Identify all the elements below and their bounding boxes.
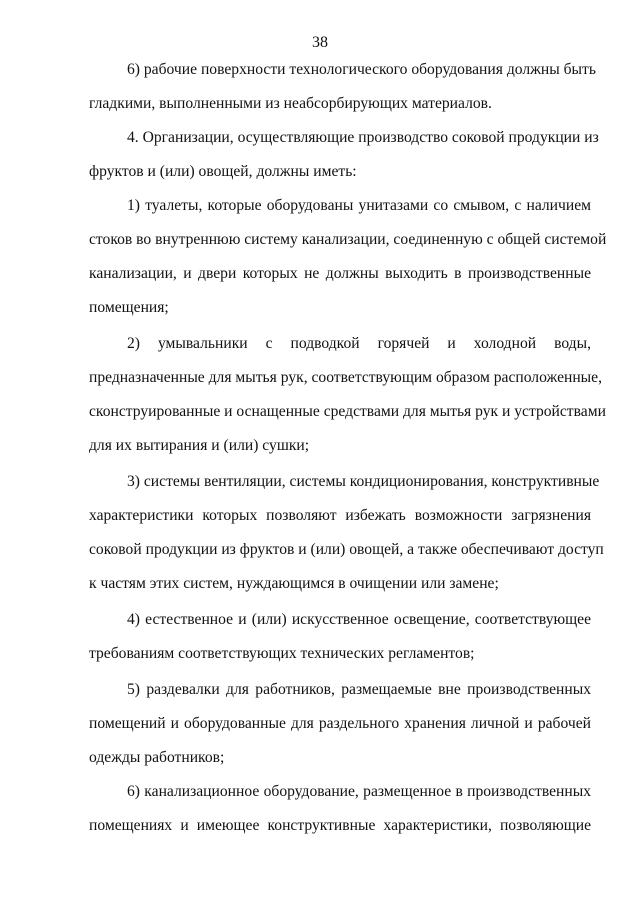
text-line: стоков во внутреннюю систему канализации, соединенную с общей системой bbox=[89, 231, 607, 248]
text-line: характеристики которых позволяют избежать возможности загрязнения bbox=[89, 507, 591, 524]
text-line: 6) канализационное оборудование, размещенное в производственных bbox=[127, 783, 591, 800]
text-line: помещения; bbox=[89, 299, 169, 316]
text-line: соковой продукции из фруктов и (или) овощей, а также обеспечивают доступ bbox=[89, 541, 604, 558]
text-line: сконструированные и оснащенные средствами для мытья рук и устройствами bbox=[89, 403, 606, 420]
text-line: одежды работников; bbox=[89, 749, 225, 766]
page-number: 38 bbox=[312, 34, 328, 51]
text-line: 4. Организации, осуществляющие производство соковой продукции из bbox=[127, 129, 599, 146]
text-line: 6) рабочие поверхности технологического оборудования должны быть bbox=[127, 61, 596, 78]
text-line: требованиям соответствующих технических регламентов; bbox=[89, 645, 475, 662]
text-line: 3) системы вентиляции, системы кондиционирования, конструктивные bbox=[127, 473, 600, 490]
text-line: гладкими, выполненными из неабсорбирующих материалов. bbox=[89, 95, 492, 112]
text-line: 5) раздевалки для работников, размещаемые вне производственных bbox=[127, 681, 591, 698]
text-line: к частям этих систем, нуждающимся в очищении или замене; bbox=[89, 575, 499, 592]
text-line: 1) туалеты, которые оборудованы унитазами со смывом, с наличием bbox=[127, 197, 591, 214]
text-line: помещениях и имеющее конструктивные характеристики, позволяющие bbox=[89, 817, 591, 834]
text-line: 2) умывальники с подводкой горячей и холодной воды, bbox=[127, 335, 591, 352]
text-line: канализации, и двери которых не должны выходить в производственные bbox=[89, 265, 591, 282]
text-line: для их вытирания и (или) сушки; bbox=[89, 437, 310, 454]
text-line: фруктов и (или) овощей, должны иметь: bbox=[89, 163, 357, 180]
text-line: предназначенные для мытья рук, соответствующим образом расположенные, bbox=[89, 369, 602, 386]
text-line: помещений и оборудованные для раздельного хранения личной и рабочей bbox=[89, 715, 591, 732]
text-line: 4) естественное и (или) искусственное освещение, соответствующее bbox=[127, 611, 591, 628]
